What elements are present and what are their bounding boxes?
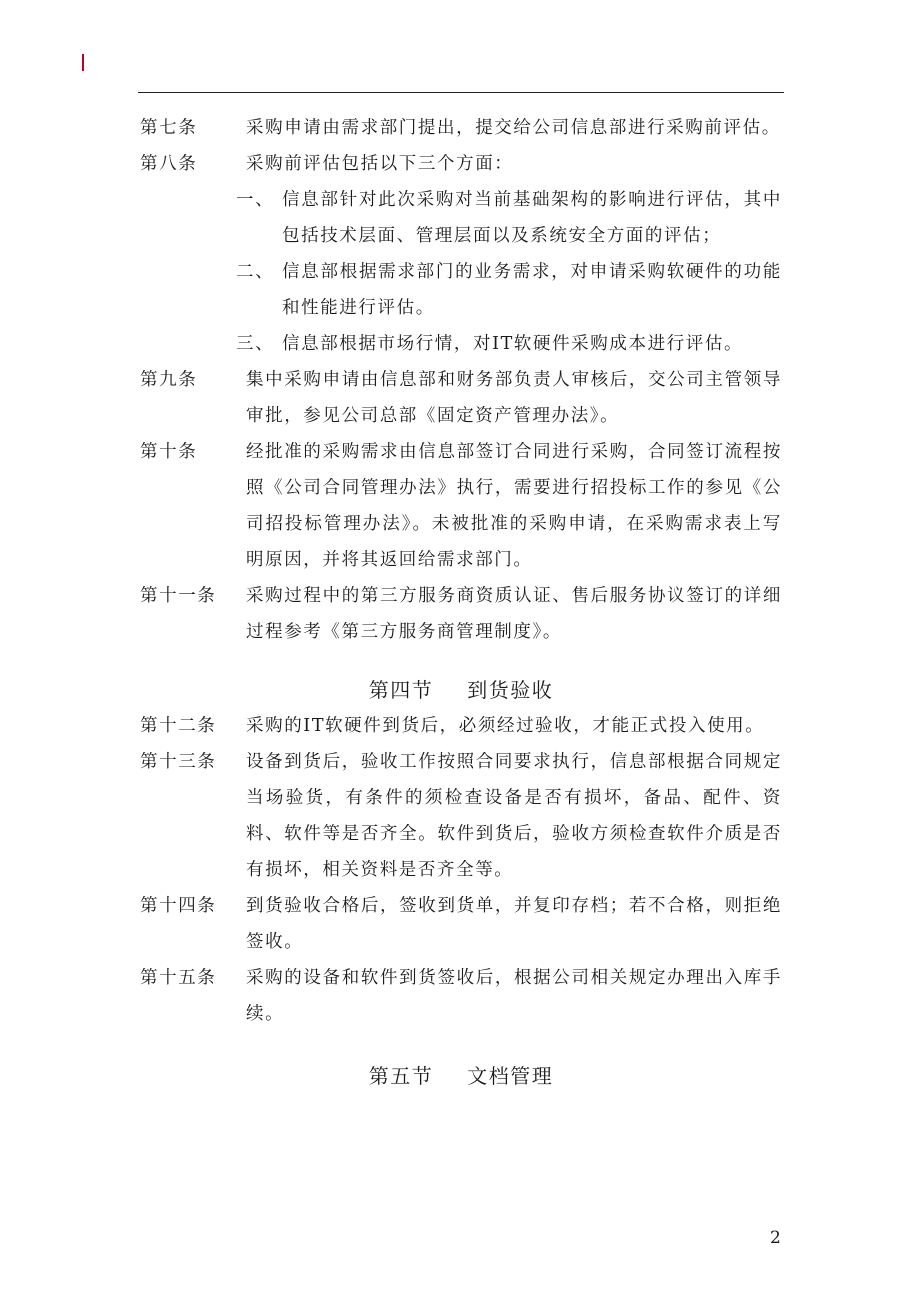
clause-text: 采购的设备和软件到货签收后，根据公司相关规定办理出入库手续。 <box>246 968 782 1024</box>
sub-item-number: 二、 <box>236 262 275 282</box>
section-heading-4 <box>140 672 782 708</box>
clause-label: 第十二条 <box>140 716 217 736</box>
clause-text: 经批准的采购需求由信息部签订合同进行采购，合同签订流程按照《公司合同管理办法》执行，需要进行招投标工作的参见《公司招投标管理办法》。未被批准的采购申请，在采购需求表上写明原因，并将其返回给需求部门。 <box>246 442 782 570</box>
clause-text: 采购前评估包括以下三个方面： <box>246 154 514 174</box>
clause-14 <box>140 888 782 960</box>
sub-item-number: 三、 <box>236 334 275 354</box>
clause-text: 采购的IT软硬件到货后，必须经过验收，才能正式投入使用。 <box>246 716 765 736</box>
sub-item-text: 信息部针对此次采购对当前基础架构的影响进行评估，其中包括技术层面、管理层面以及系统安全方面的评估； <box>282 190 782 246</box>
red-margin-mark <box>82 54 84 71</box>
sub-item-2 <box>140 254 782 326</box>
clause-7 <box>140 110 782 146</box>
clause-12 <box>140 708 782 744</box>
clause-label: 第十条 <box>140 442 198 462</box>
clause-text: 到货验收合格后，签收到货单，并复印存档；若不合格，则拒绝签收。 <box>246 896 782 952</box>
sub-item-3 <box>140 326 782 362</box>
clause-15 <box>140 960 782 1032</box>
clause-8 <box>140 146 782 182</box>
document-body <box>140 110 782 1094</box>
clause-text: 集中采购申请由信息部和财务部负责人审核后，交公司主管领导审批，参见公司总部《固定资产管理办法》。 <box>246 370 782 426</box>
section-number: 第四节 <box>368 678 434 702</box>
sub-item-text: 信息部根据需求部门的业务需求，对申请采购软硬件的功能和性能进行评估。 <box>282 262 782 318</box>
header-rule <box>138 92 784 93</box>
sub-item-1 <box>140 182 782 254</box>
clause-label: 第十四条 <box>140 896 217 916</box>
clause-label: 第十三条 <box>140 752 217 772</box>
sub-item-text: 信息部根据市场行情，对IT软硬件采购成本进行评估。 <box>282 334 744 354</box>
section-title: 到货验收 <box>467 678 554 702</box>
section-title: 文档管理 <box>467 1064 554 1088</box>
clause-9 <box>140 362 782 434</box>
clause-text: 采购申请由需求部门提出，提交给公司信息部进行采购前评估。 <box>246 118 781 138</box>
page-number: 2 <box>770 1228 781 1248</box>
clause-11 <box>140 578 782 650</box>
section-number: 第五节 <box>368 1064 434 1088</box>
clause-label: 第七条 <box>140 118 198 138</box>
clause-text: 设备到货后，验收工作按照合同要求执行，信息部根据合同规定当场验货，有条件的须检查设备是否有损坏，备品、配件、资料、软件等是否齐全。软件到货后，验收方须检查软件介质是否有损坏，相关资料是否齐全等。 <box>246 752 782 880</box>
clause-label: 第九条 <box>140 370 198 390</box>
clause-text: 采购过程中的第三方服务商资质认证、售后服务协议签订的详细过程参考《第三方服务商管理制度》。 <box>246 586 782 642</box>
sub-item-number: 一、 <box>236 190 275 210</box>
section-heading-5 <box>140 1058 782 1094</box>
clause-label: 第十五条 <box>140 968 217 988</box>
clause-label: 第八条 <box>140 154 198 174</box>
clause-label: 第十一条 <box>140 586 217 606</box>
clause-13 <box>140 744 782 888</box>
clause-10 <box>140 434 782 578</box>
